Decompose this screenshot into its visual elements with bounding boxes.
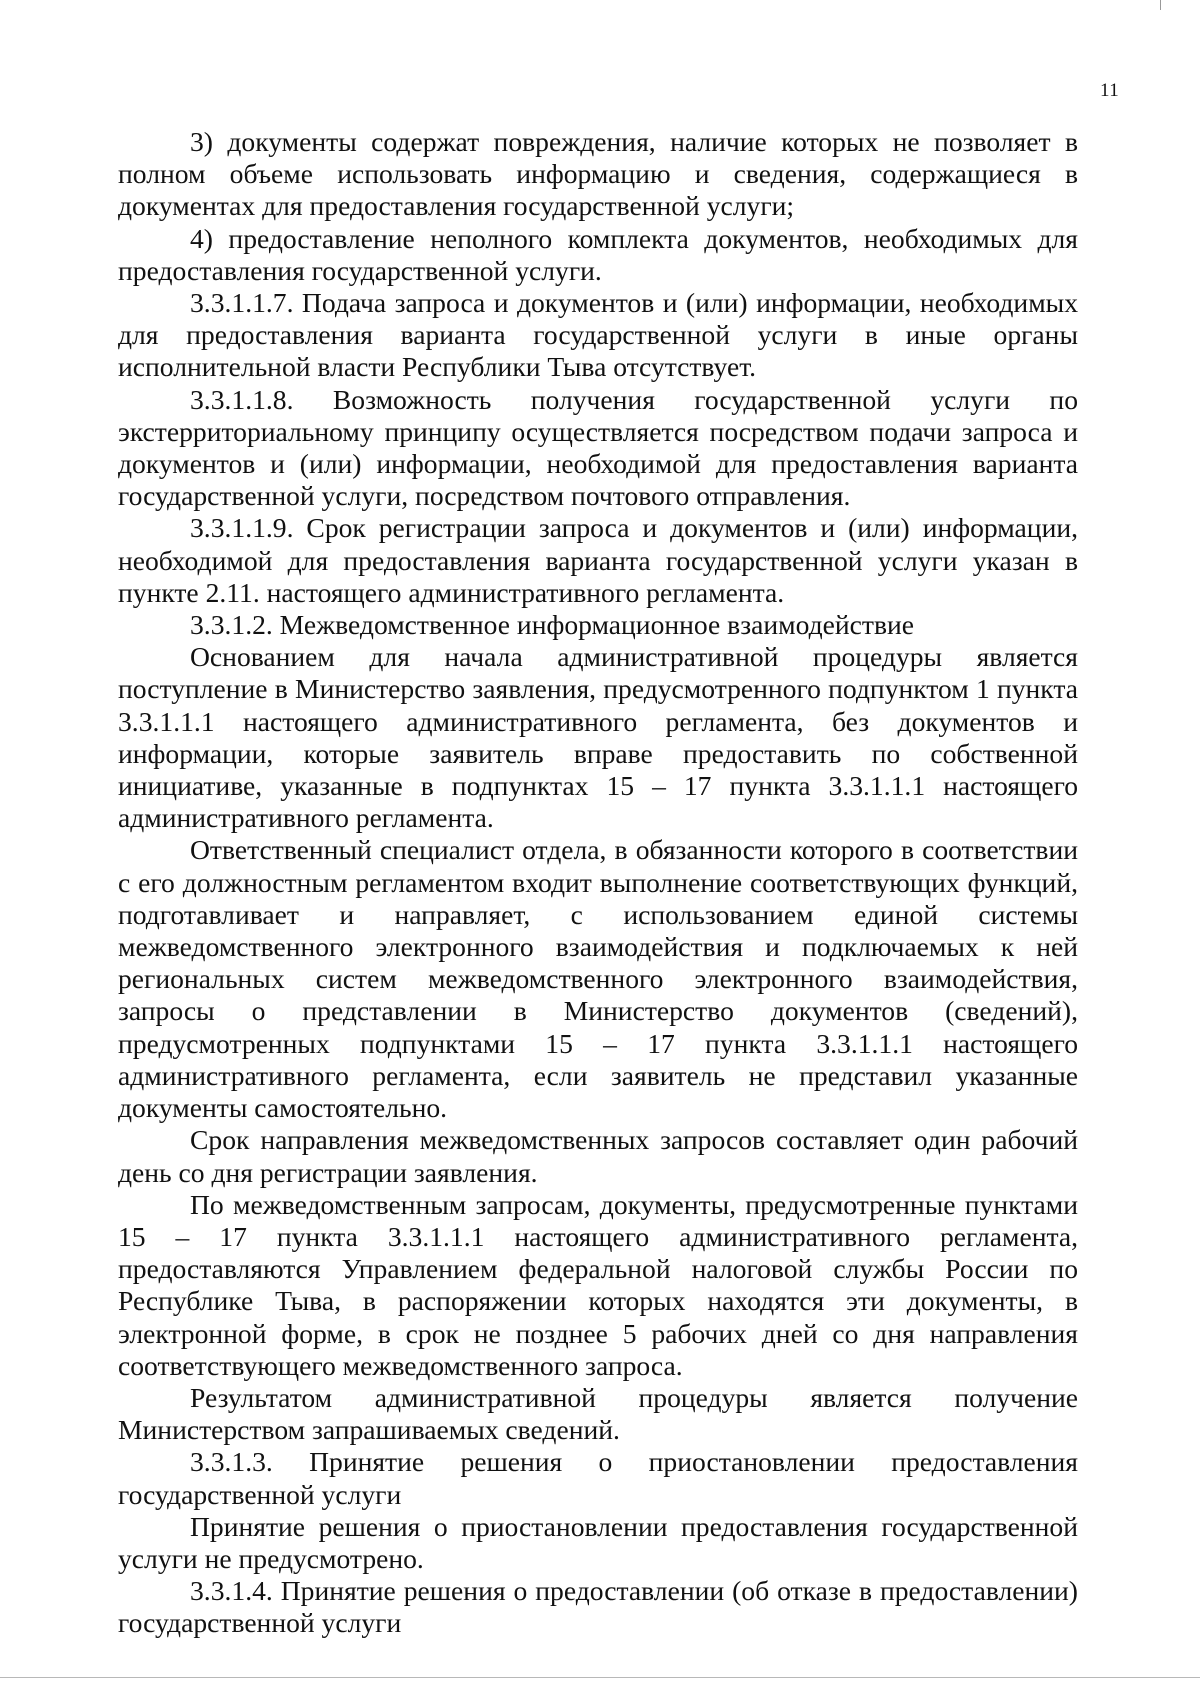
paragraph-suspension: Принятие решения о приостановлении предоставления государственной услуги не предусмотрено. bbox=[118, 1510, 1078, 1574]
section-heading-3-3-1-2: 3.3.1.2. Межведомственное информационное взаимодействие bbox=[190, 609, 914, 641]
document-body bbox=[118, 126, 1078, 1640]
paragraph-item-4: 4) предоставление неполного комплекта документов, необходимых для предоставления государственной услуги. bbox=[118, 222, 1078, 286]
paragraph-request-deadline: Срок направления межведомственных запросов составляет один рабочий день со дня регистрации заявления. bbox=[118, 1124, 1078, 1188]
page-number: 11 bbox=[1100, 80, 1120, 101]
paragraph-3-3-1-1-8: 3.3.1.1.8. Возможность получения государственной услуги по экстерриториальному принципу осуществляется посредством подачи запроса и документов и (или) информации, необходимой для предоставления варианта государственной услуги, посредством почтового отправления. bbox=[118, 383, 1078, 512]
paragraph-item-3: 3) документы содержат повреждения, наличие которых не позволяет в полном объеме использовать информацию и сведения, содержащиеся в документах для предоставления государственной услуги; bbox=[118, 126, 1078, 222]
section-heading-3-3-1-4: 3.3.1.4. Принятие решения о предоставлении (об отказе в предоставлении) государственной услуги bbox=[118, 1575, 1078, 1639]
paragraph-interagency-requests: По межведомственным запросам, документы, предусмотренные пунктами 15 – 17 пункта 3.3.1.1.1 настоящего административного регламента, предоставляются Управлением федеральной налоговой службы России по Республике Тыва, в распоряжении которых находятся эти документы, в электронной форме, в срок не позднее 5 рабочих дней со дня направления соответствующего межведомственного запроса. bbox=[118, 1188, 1078, 1381]
paragraph-3-3-1-1-7: 3.3.1.1.7. Подача запроса и документов и (или) информации, необходимых для предоставления варианта государственной услуги в иные органы исполнительной власти Республики Тыва отсутствует. bbox=[118, 287, 1078, 383]
paragraph-basis: Основанием для начала административной процедуры является поступление в Министерство заявления, предусмотренного подпунктом 1 пункта 3.3.1.1.1 настоящего административного регламента, без документов и информации, которые заявитель вправе предоставить по собственной инициативе, указанные в подпунктах 15 – 17 пункта 3.3.1.1.1 настоящего административного регламента. bbox=[118, 641, 1078, 834]
paragraph-responsible-specialist: Ответственный специалист отдела, в обязанности которого в соответствии с его должностным регламентом входит выполнение соответствующих функций, подготавливает и направляет, с использованием единой системы межведомственного электронного взаимодействия и подключаемых к ней региональных систем межведомственного электронного взаимодействия, запросы о представлении в Министерство документов (сведений), предусмотренных подпунктами 15 – 17 пункта 3.3.1.1.1 настоящего административного регламента, если заявитель не представил указанные документы самостоятельно. bbox=[118, 834, 1078, 1124]
paragraph-3-3-1-1-9: 3.3.1.1.9. Срок регистрации запроса и документов и (или) информации, необходимой для предоставления варианта государственной услуги указан в пункте 2.11. настоящего административного регламента. bbox=[118, 512, 1078, 608]
scan-mark bbox=[1160, 0, 1161, 10]
section-heading-3-3-1-3: 3.3.1.3. Принятие решения о приостановлении предоставления государственной услуги bbox=[118, 1446, 1078, 1510]
paragraph-result: Результатом административной процедуры является получение Министерством запрашиваемых сведений. bbox=[118, 1381, 1078, 1446]
scan-edge-line bbox=[0, 1677, 1200, 1678]
